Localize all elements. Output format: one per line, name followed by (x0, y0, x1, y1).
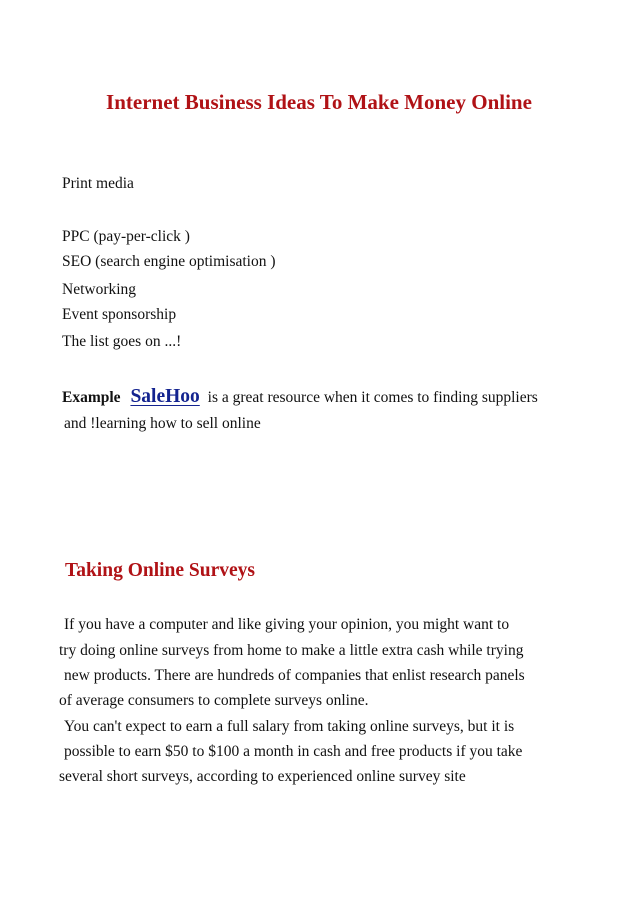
example-label: Example (62, 389, 121, 406)
salehoo-link[interactable]: SaleHoo (130, 386, 200, 407)
paragraph-line: of average consumers to complete surveys online. (59, 692, 369, 709)
section-heading-online-surveys: Taking Online Surveys (65, 560, 256, 581)
example-line (62, 385, 538, 410)
list-item-ppc: PPC (pay-per-click ) (62, 228, 190, 245)
paragraph-line: If you have a computer and like giving your opinion, you might want to (64, 616, 510, 633)
example-continuation: and !learning how to sell online (64, 415, 261, 432)
paragraph-line: several short surveys, according to experienced online survey site (59, 768, 466, 785)
paragraph-line: You can't expect to earn a full salary from taking online surveys, but it is (64, 718, 515, 735)
list-item-seo: SEO (search engine optimisation ) (62, 253, 276, 270)
list-item-networking: Networking (62, 281, 137, 298)
example-rest-text: is a great resource when it comes to finding suppliers (207, 389, 538, 406)
list-item-list-goes-on: The list goes on ...! (62, 333, 182, 350)
list-item-event-sponsorship: Event sponsorship (62, 306, 177, 323)
page-title: Internet Business Ideas To Make Money Online (106, 90, 532, 114)
list-item-print-media: Print media (62, 175, 134, 192)
paragraph-line: possible to earn $50 to $100 a month in cash and free products if you take (64, 743, 523, 760)
paragraph-line: try doing online surveys from home to make a little extra cash while trying (59, 642, 524, 659)
paragraph-line: new products. There are hundreds of companies that enlist research panels (64, 667, 525, 684)
